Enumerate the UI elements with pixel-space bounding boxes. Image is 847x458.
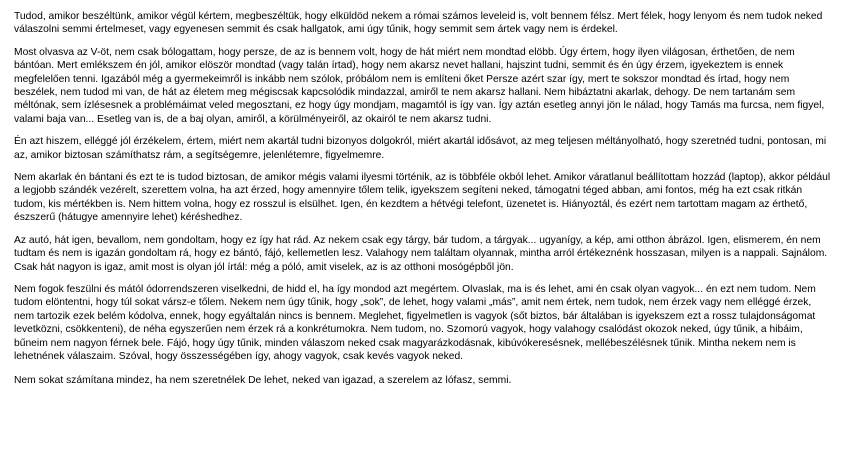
paragraph: Az autó, hát igen, bevallom, nem gondoltam, hogy ez így hat rád. Az nekem csak egy tárgy, bár tudom, a tárgyak... ugyanígy, a kép, ami otthon ábrázol. Igen, elismerem, én nem tudtam és nem is igazán gondoltam rá, hogy ez bántó, fájó, kellemetlen lesz. Valahogy nem találtam olyannak, mintha arról értékeznénk hosszasan, milyen is a nappali. Sajnálom. Csak hát nagyon is igaz, amit most is olyan jól írtál: még a póló, amit viselek, az is az otthoni mosógépből jön. [14,234,828,273]
paragraph: Most olvasva az V-öt, nem csak bólogattam, hogy persze, de az is bennem volt, hogy de hát miért nem mondtad elöbb. Úgy értem, hogy ilyen világosan, érthetően, de nem bántóan. Mert emlékszem én jól, amikor elöször mondtad (vagy talán írtad), hogy nem akarsz nevet hallani, hajszint tudni, semmit és én úgy érzem, igyekeztem is ennek megfelelően tenni. Igazából még a gyermekeimről is inkább nem szólok, próbálom nem is említeni őket Persze azért szar így, mert te sokszor mondtad és írtad, hogy nem beszélek, nem tudod mi van, de hát az életem meg mégiscsak kapcsolódik mindazzal, amiről te nem akarsz hallani. Nem hibáztatni akarlak, dehogy. De nem tartanám sem méltónak, sem ízlésesnek a problémáimat veled megosztani, ez hogy úgy mondjam, magamtól is így van. Így aztán esetleg annyi jön le nálad, hogy Tamás ma furcsa, nem figyel, valami baja van... Esetleg van is, de a baj olyan, amiről, a körülményeiről, az okairól te nem akarsz tudni. [14,46,825,125]
paragraph: Én azt hiszem, elléggé jól érzékelem, értem, miért nem akartál tudni bizonyos dolgokról, miért akartál idősávot, az meg teljesen méltányolható, hogy szeretnéd tudni, pontosan, mi az, amikor biztosan számíthatsz rám, a segítségemre, jelenlétemre, figyelmemre. [14,136,827,161]
paragraph: Nem sokat számítana mindez, ha nem szeretnélek De lehet, neked van igazad, a szerelem az lófasz, semmi. [14,375,512,387]
paragraph: Nem akarlak én bántani és ezt te is tudod biztosan, de amikor mégis valami ilyesmi történik, az is többféle okból lehet. Amikor váratlanul beállítottam hozzád (laptop), akkor például a legjobb szándék vezérelt, szerettem volna, ha azt érzed, hogy amennyire tőlem telik, igyekszem segíteni neked, támogatni téged abban, ami fontos, még ha ezt csak ritkán tudom, kis mértékben is. Nem hittem volna, hogy ez rosszul is elsülhet. Igen, én kezdtem a hétvégi telefont, üzenetet is. Hiányoztál, és ezért nem tartottam magam az érthető, észszerű (hátugye amennyire lehet) kéréshedhez. [14,172,831,224]
paragraph: Tudod, amikor beszéltünk, amikor végül kértem, megbeszéltük, hogy elküldöd nekem a római számos leveleid is, volt bennem félsz. Mert félek, hogy lenyom és nem tudok neked válaszolni semmi értelmeset, vagy egyenesen semmit és csak hallgatok, ami úgy tűnik, hogy semmit sem ártek vagy nem is érdekel. [14,11,823,36]
document-body [14,10,833,388]
paragraph: Nem fogok feszülni és mától ódorrendszeren viselkedni, de hidd el, ha így mondod azt megértem. Olvaslak, ma is és lehet, ami én csak olyan vagyok... én ezt nem tudom. Nem tudom elöntentni, hogy túl sokat vársz-e tőlem. Nekem nem úgy tűnik, hogy „sok”, de lehet, hogy valami „más”, amit nem értek, nem tudok, nem érzek vagy nem elléggé érzek, nem tartozik ezek belém kódolva, ennek, hogy egyáltalán nincs is bennem. Meglehet, figyelmetlen is vagyok (sőt biztos, bár általában is igyekszem ezt a rossz tulajdonságomat levetközni, csökkenteni), de néha egyszerűen nem érzek rá a konkrétumokra. Nem tudom, no. Szomorú vagyok, hogy valahogy csalódást okozok neked, úgy tűnik, a hibáim, bűneim nem nagyon férnek bele. Fájó, hogy úgy tűnik, minden válaszom neked csak magyarázkodásnak, kibúvókeresésnek, mellébeszélésnek tűnik. Mintha nekem nem is lehetnének válaszaim. Szóval, hogy összességében így, ahogy vagyok, csak kevés vagyok neked. [14,283,816,362]
